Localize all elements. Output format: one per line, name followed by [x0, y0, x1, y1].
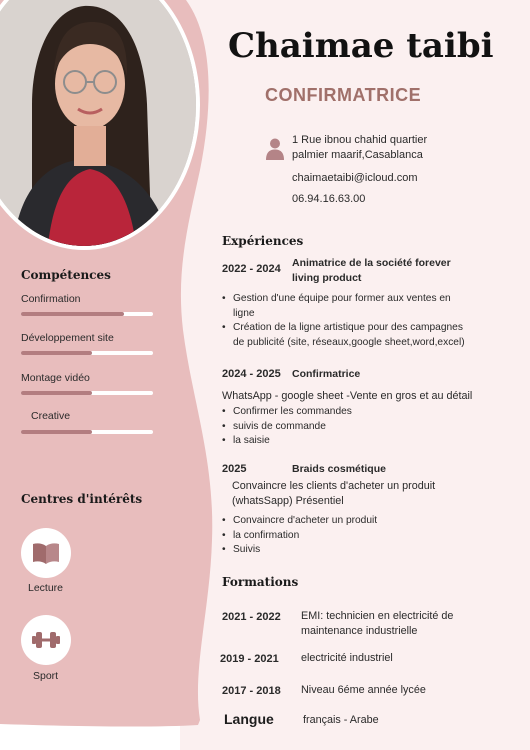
email: chaimaetaibi@icloud.com [292, 172, 418, 184]
education-line: maintenance industrielle [301, 624, 418, 637]
skill-bar [21, 391, 153, 395]
skill-bar [21, 351, 153, 355]
bullet-item: • la confirmation [222, 529, 472, 544]
education-heading: Formations [222, 575, 299, 589]
education-line: EMI: technicien en electricité de [301, 610, 454, 622]
education-detail: Niveau 6éme année lycée [301, 684, 426, 696]
job-bullets [222, 514, 472, 558]
experience-heading: Expériences [222, 234, 304, 248]
candidate-name: Chaimae taibi [228, 26, 494, 66]
education-detail: electricité industriel [301, 652, 393, 664]
bullet-item: • Confirmer les commandes [222, 405, 472, 420]
interests-heading: Centres d'intérêts [21, 492, 143, 506]
job-dates: 2025 [222, 463, 247, 475]
job-dates: 2024 - 2025 [222, 368, 281, 380]
skill-bar [21, 430, 153, 434]
address-line: 1 Rue ibnou chahid quartier [292, 134, 428, 146]
skill-bar-fill [21, 312, 124, 316]
job-title-line: living product [292, 271, 362, 284]
job-intro [232, 479, 435, 508]
skill-bar [21, 312, 153, 316]
job-title: Braids cosmétique [292, 463, 386, 475]
bullet-item: • Création de la ligne artistique pour des campagnes de publicité (site, réseaux,google sheet,word,excel) [222, 321, 467, 350]
education-dates: 2019 - 2021 [220, 653, 279, 665]
skill-bar-fill [21, 430, 92, 434]
bullet-item: • Gestion d'une équipe pour former aux ventes en ligne [222, 292, 467, 321]
job-title [292, 256, 451, 285]
job-title: Confirmatrice [292, 368, 361, 380]
job-bullets [222, 292, 467, 350]
skill-label: Montage vidéo [21, 372, 90, 384]
bullet-item: • suivis de commande [222, 420, 472, 435]
bullet-item: • la saisie [222, 434, 472, 449]
language-heading: Langue [224, 711, 274, 727]
bullet-item: • Suivis [222, 543, 472, 558]
job-bullets [222, 405, 472, 449]
job-intro: WhatsApp - google sheet -Vente en gros et au détail [222, 390, 473, 402]
address [292, 133, 427, 163]
skill-bar-fill [21, 391, 92, 395]
job-title-line: Animatrice de la société forever [292, 257, 451, 269]
language-value: français - Arabe [303, 714, 379, 726]
interest-label: Sport [33, 670, 59, 682]
skill-label: Développement site [21, 332, 114, 344]
book-icon [32, 541, 60, 565]
education-dates: 2017 - 2018 [222, 685, 281, 697]
education-detail [301, 609, 453, 638]
job-dates: 2022 - 2024 [222, 263, 281, 275]
phone: 06.94.16.63.00 [292, 193, 366, 205]
skill-bar-fill [21, 351, 92, 355]
dumbbell-icon [32, 628, 60, 652]
skills-heading: Compétences [21, 268, 111, 282]
skill-label: Confirmation [21, 293, 81, 305]
interest-label: Lecture [28, 582, 64, 594]
education-dates: 2021 - 2022 [222, 611, 281, 623]
dumbbell-icon-circle [21, 615, 71, 665]
job-intro-line: (whatsSapp) Présentiel [232, 494, 344, 507]
person-icon [266, 138, 284, 160]
bullet-item: • Convaincre d'acheter un produit [222, 514, 472, 529]
book-icon-circle [21, 528, 71, 578]
address-line: palmier maarif,Casablanca [292, 149, 423, 161]
job-intro-line: Convaincre les clients d'acheter un produit [232, 480, 436, 492]
job-title: CONFIRMATRICE [265, 85, 422, 105]
skill-label: Creative [31, 410, 71, 422]
